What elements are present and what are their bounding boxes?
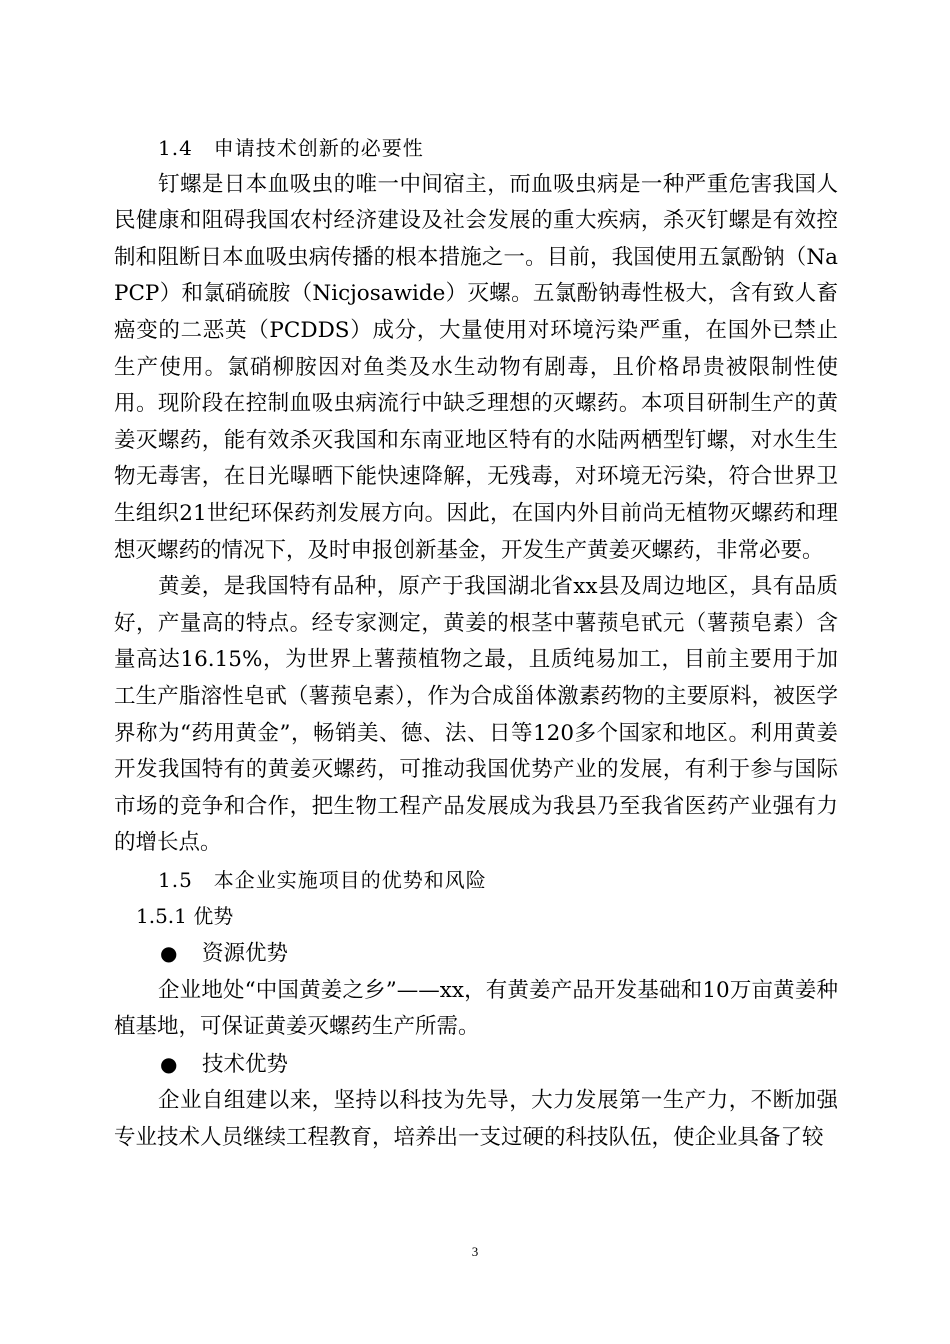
bullet-item-resource: [114, 935, 838, 973]
bullet-title-technology: 技术优势: [202, 1051, 289, 1077]
section-heading-1-5: 1.5 本企业实施项目的优势和风险: [158, 867, 487, 892]
subsection-heading-1-5-1: 1.5.1 优势: [136, 904, 234, 929]
paragraph-yellow-ginger: 黄姜，是我国特有品种，原产于我国湖北省xx县及周边地区，具有品质好，产量高的特点。经专家测定，黄姜的根茎中薯蓣皂甙元（薯蓣皂素）含量高达16.15%，为世界上薯蓣植物之最，且质纯易加工，目前主要用于加工生产脂溶性皂甙（薯蓣皂素），作为合成甾体激素药物的主要原料，被医学界称为“药用黄金”，畅销美、德、法、日等120多个国家和地区。利用黄姜开发我国特有的黄姜灭螺药，可推动我国优势产业的发展，有利于参与国际市场的竞争和合作，把生物工程产品发展成为我县乃至我省医药产业强有力的增长点。: [114, 574, 838, 856]
bullet-dot-icon: ●: [160, 941, 178, 966]
page-number: 3: [471, 1244, 479, 1259]
paragraph-snail-control: 钉螺是日本血吸虫的唯一中间宿主，而血吸虫病是一种严重危害我国人民健康和阻碍我国农村经济建设及社会发展的重大疾病，杀灭钉螺是有效控制和阻断日本血吸虫病传播的根本措施之一。目前，我国使用五氯酚钠（NaPCP）和氯硝硫胺（Nicjosawide）灭螺。五氯酚钠毒性极大，含有致人畜癌变的二恶英（PCDDS）成分，大量使用对环境污染严重，在国外已禁止生产使用。氯硝柳胺因对鱼类及水生动物有剧毒，且价格昂贵被限制性使用。现阶段在控制血吸虫病流行中缺乏理想的灭螺药。本项目研制生产的黄姜灭螺药，能有效杀灭我国和东南亚地区特有的水陆两栖型钉螺，对水生生物无毒害，在日光曝晒下能快速降解，无残毒，对环境无污染，符合世界卫生组织21世纪环保药剂发展方向。因此，在国内外目前尚无植物灭螺药和理想灭螺药的情况下，及时申报创新基金，开发生产黄姜灭螺药，非常必要。: [114, 171, 838, 563]
bullet-item-technology: [114, 1046, 838, 1084]
section-heading-1-4: 1.4 申请技术创新的必要性: [158, 136, 424, 160]
page-content: [114, 130, 838, 1157]
bullet-dot-icon: ●: [160, 1051, 178, 1076]
paragraph-resource-advantage: 企业地处“中国黄姜之乡”——xx，有黄姜产品开发基础和10万亩黄姜种植基地，可保证黄姜灭螺药生产所需。: [114, 977, 838, 1040]
paragraph-technology-advantage: 企业自组建以来，坚持以科技为先导，大力发展第一生产力，不断加强专业技术人员继续工程教育，培养出一支过硬的科技队伍，使企业具备了较: [114, 1088, 838, 1151]
bullet-title-resource: 资源优势: [202, 941, 289, 967]
